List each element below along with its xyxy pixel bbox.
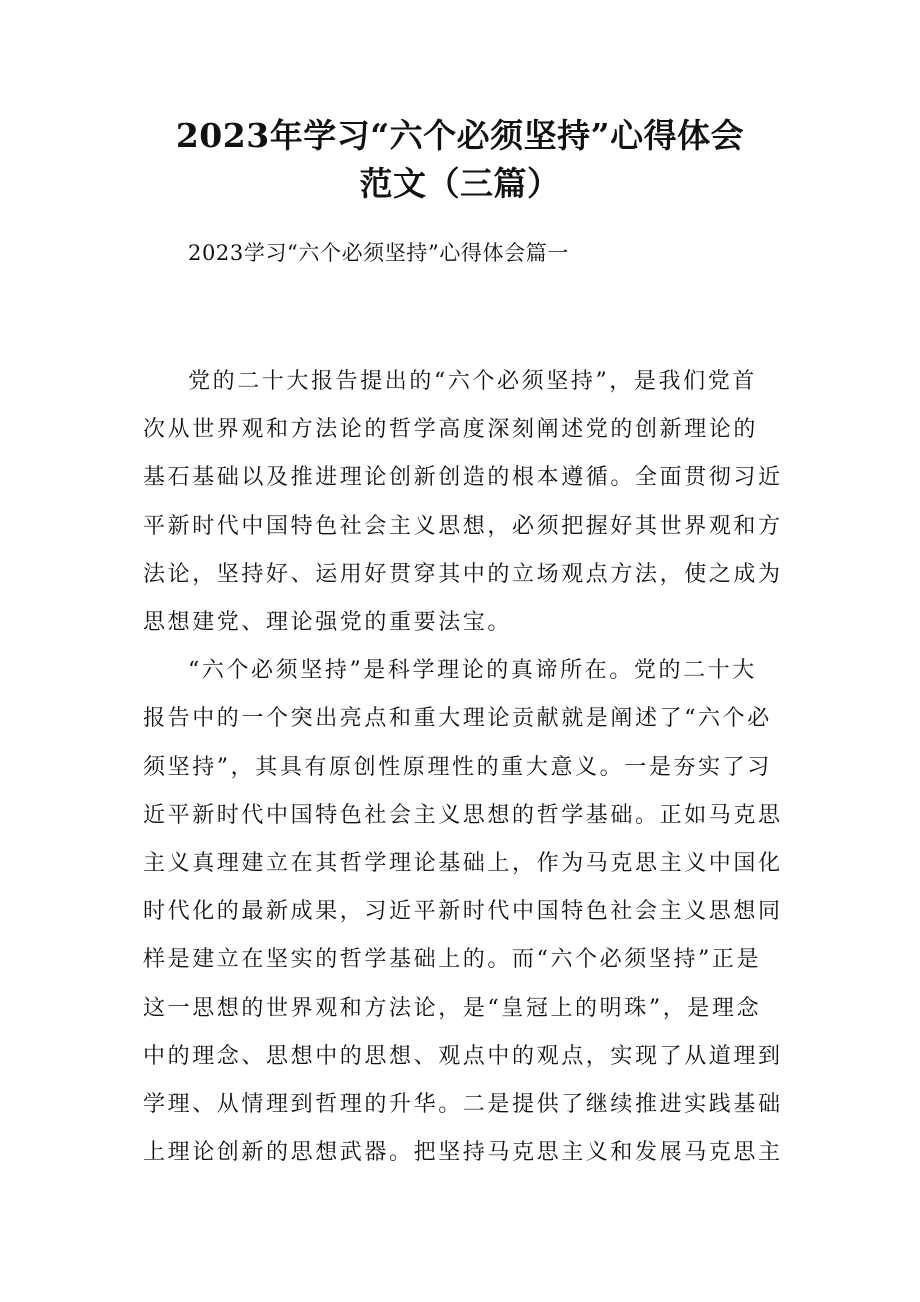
section-heading: 2023学习“六个必须坚持”心得体会篇一 [188,241,569,265]
body-line: 样是建立在坚实的哲学基础上的。而“六个必须坚持”正是 [143,947,762,973]
body-line: 次从世界观和方法论的哲学高度深刻阐述党的创新理论的 [143,417,759,443]
body-line: 中的理念、思想中的思想、观点中的观点，实现了从道理到 [143,1043,783,1069]
body-line: 上理论创新的思想武器。把坚持马克思主义和发展马克思主 [143,1140,783,1166]
body-line: 党的二十大报告提出的“六个必须坚持”，是我们党首 [188,369,757,394]
body-line: 须坚持”，其具有原创性原理性的重大意义。一是夯实了习 [143,754,772,780]
body-line: 学理、从情理到哲理的升华。二是提供了继续推进实践基础 [143,1092,783,1117]
body-line: 思想建党、理论强党的重要法宝。 [143,610,513,635]
document-title-line-1: 2023年学习“六个必须坚持”心得体会 [175,116,745,155]
body-line: 时代化的最新成果，习近平新时代中国特色社会主义思想同 [143,899,783,925]
body-line: 主义真理建立在其哲学理论基础上，作为马克思主义中国化 [143,851,783,876]
body-line: 法论，坚持好、运用好贯穿其中的立场观点方法，使之成为 [143,561,783,587]
body-line: 报告中的一个突出亮点和重大理论贡献就是阐述了“六个必 [143,706,772,732]
body-line: 基石基础以及推进理论创新创造的根本遵循。全面贯彻习近 [143,465,783,491]
document-title-line-2: 范文（三篇） [359,164,561,203]
body-line: 这一思想的世界观和方法论，是“皇冠上的明珠”，是理念 [143,995,762,1021]
body-line: “六个必须坚持”是科学理论的真谛所在。党的二十大 [188,658,757,684]
body-line: 平新时代中国特色社会主义思想，必须把握好其世界观和方 [143,513,783,539]
body-line: 近平新时代中国特色社会主义思想的哲学基础。正如马克思 [143,802,783,828]
